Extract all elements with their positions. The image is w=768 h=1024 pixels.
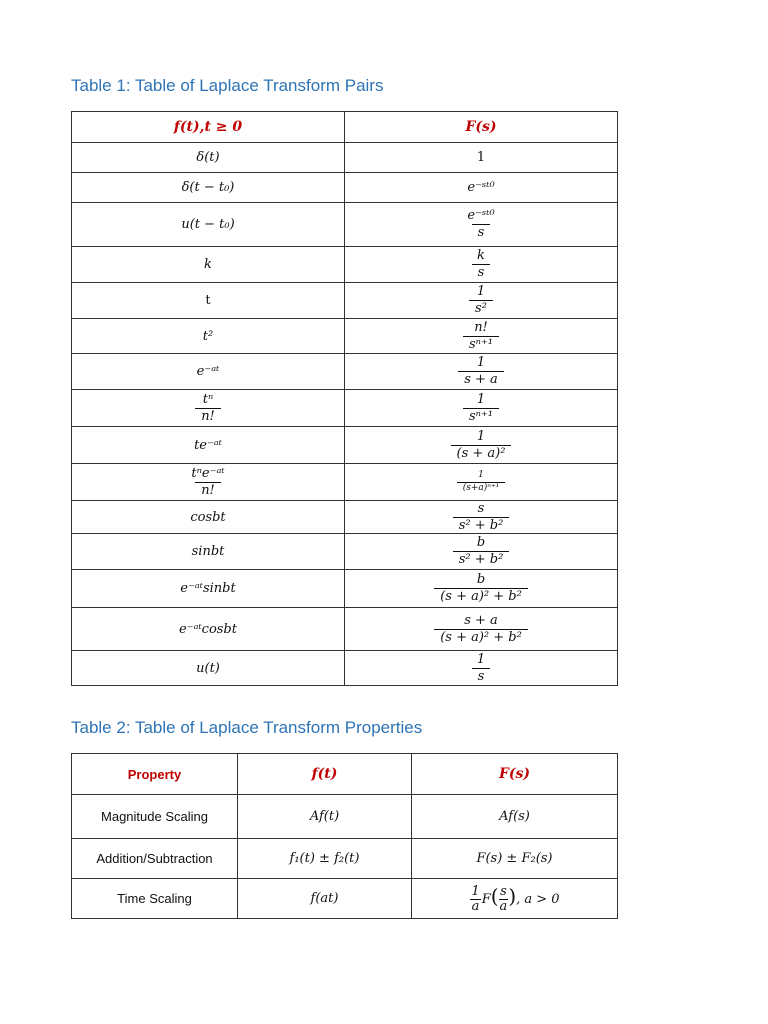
ft-cell: t	[72, 283, 345, 319]
denominator: s	[472, 264, 491, 280]
fraction	[463, 321, 499, 351]
header-ft: f(t)	[238, 754, 412, 795]
ft-cell: t²	[72, 319, 345, 354]
table-header-row	[72, 112, 618, 143]
table-row	[72, 651, 618, 686]
Fs-cell	[345, 651, 618, 686]
numerator: e⁻ˢᵗ⁰	[467, 208, 495, 224]
Fs-cell	[345, 390, 618, 427]
condition: , a > 0	[516, 891, 560, 907]
Fs-cell	[345, 464, 618, 501]
ft-cell: Af(t)	[238, 795, 412, 839]
numerator: 1	[476, 284, 486, 300]
ft-cell: u(t)	[72, 651, 345, 686]
numerator: s + a	[464, 612, 498, 628]
ft-cell: δ(t)	[72, 143, 345, 173]
denominator: s²	[469, 300, 493, 316]
fraction	[453, 502, 510, 532]
denominator: a	[499, 898, 508, 914]
table-row	[72, 283, 618, 319]
denominator: s + a	[458, 371, 504, 387]
property-cell: Addition/Subtraction	[72, 839, 238, 879]
fraction	[463, 393, 499, 423]
numerator: 1	[478, 470, 484, 481]
Fs-cell	[345, 283, 618, 319]
table-row	[72, 173, 618, 203]
table-row	[72, 203, 618, 247]
numerator: tⁿe⁻ᵃᵗ	[191, 465, 225, 481]
Fs-cell	[345, 319, 618, 354]
denominator: s	[472, 224, 491, 240]
open-paren: (	[490, 883, 499, 908]
property-cell: Time Scaling	[72, 879, 238, 919]
table-row	[72, 608, 618, 651]
laplace-pairs-table	[71, 111, 618, 686]
ft-cell: k	[72, 247, 345, 283]
table-row	[72, 319, 618, 354]
denominator: (s + a)² + b²	[434, 629, 528, 645]
numerator: b	[476, 572, 486, 588]
denominator: (s+a)ⁿ⁺¹	[457, 482, 506, 493]
table-row	[72, 795, 618, 839]
ft-cell: δ(t − t₀)	[72, 173, 345, 203]
fraction	[471, 653, 491, 683]
ft-cell: e⁻ᵃᵗ	[72, 354, 345, 390]
fraction	[451, 430, 512, 460]
fraction	[434, 614, 528, 644]
property-cell: Magnitude Scaling	[72, 795, 238, 839]
ft-cell	[72, 464, 345, 501]
table-row	[72, 464, 618, 501]
Fs-cell	[345, 570, 618, 608]
table-row	[72, 501, 618, 534]
Fs-cell	[345, 247, 618, 283]
Fs-cell: e⁻ˢᵗ⁰	[345, 173, 618, 203]
numerator: tⁿ	[202, 391, 214, 407]
function-symbol: F	[481, 891, 491, 907]
fraction	[461, 209, 500, 239]
ft-cell: cosbt	[72, 501, 345, 534]
fraction	[195, 393, 221, 423]
Fs-cell	[345, 534, 618, 570]
ft-cell: sinbt	[72, 534, 345, 570]
denominator: s² + b²	[453, 517, 510, 533]
ft-cell	[72, 390, 345, 427]
numerator: n!	[474, 319, 488, 335]
denominator: (s + a)² + b²	[434, 588, 528, 604]
header-property: Property	[72, 754, 238, 795]
header-Fs: F(s)	[412, 754, 618, 795]
header-Fs: F(s)	[345, 112, 618, 143]
denominator: n!	[195, 482, 221, 498]
header-ft: f(t),t ≥ 0	[72, 112, 345, 143]
fraction	[185, 467, 230, 497]
denominator: sⁿ⁺¹	[463, 408, 499, 424]
table-row	[72, 879, 618, 919]
numerator: 1	[471, 884, 480, 900]
denominator: s² + b²	[453, 551, 510, 567]
table-row	[72, 839, 618, 879]
fraction	[469, 285, 493, 315]
table-row	[72, 143, 618, 173]
Fs-cell: 1	[345, 143, 618, 173]
Fs-cell	[345, 608, 618, 651]
numerator: b	[476, 535, 486, 551]
ft-cell: e⁻ᵃᵗcosbt	[72, 608, 345, 651]
fraction	[471, 249, 491, 279]
denominator: sⁿ⁺¹	[463, 336, 499, 352]
numerator: 1	[476, 355, 486, 371]
table-header-row	[72, 754, 618, 795]
table-row	[72, 534, 618, 570]
table-row	[72, 427, 618, 464]
table-row	[72, 570, 618, 608]
denominator: a	[471, 898, 480, 914]
numerator: 1	[476, 391, 486, 407]
numerator: 1	[476, 651, 486, 667]
table-row	[72, 390, 618, 427]
laplace-properties-table	[71, 753, 618, 919]
ft-cell: u(t − t₀)	[72, 203, 345, 247]
denominator: s	[472, 668, 491, 684]
Fs-cell	[345, 354, 618, 390]
Fs-cell	[345, 203, 618, 247]
table-row	[72, 247, 618, 283]
numerator: k	[477, 248, 485, 264]
ft-cell: f(at)	[238, 879, 412, 919]
coefficient-fraction	[469, 885, 481, 913]
Fs-cell: F(s) ± F₂(s)	[412, 839, 618, 879]
table-row	[72, 354, 618, 390]
fraction	[457, 471, 506, 493]
table2-caption: Table 2: Table of Laplace Transform Properties	[71, 718, 423, 737]
close-paren: )	[508, 883, 517, 908]
numerator: 1	[476, 428, 486, 444]
numerator: s	[477, 500, 485, 516]
ft-cell: f₁(t) ± f₂(t)	[238, 839, 412, 879]
argument-fraction	[499, 885, 509, 913]
Fs-cell	[345, 427, 618, 464]
Fs-cell: Af(s)	[412, 795, 618, 839]
ft-cell: e⁻ᵃᵗsinbt	[72, 570, 345, 608]
numerator: s	[500, 884, 507, 900]
table1-caption: Table 1: Table of Laplace Transform Pairs	[71, 76, 384, 95]
denominator: (s + a)²	[451, 445, 512, 461]
fraction	[453, 536, 510, 566]
Fs-cell	[345, 501, 618, 534]
fraction	[434, 573, 528, 603]
fraction	[458, 356, 504, 386]
Fs-cell	[412, 879, 618, 919]
denominator: n!	[195, 408, 221, 424]
ft-cell: te⁻ᵃᵗ	[72, 427, 345, 464]
